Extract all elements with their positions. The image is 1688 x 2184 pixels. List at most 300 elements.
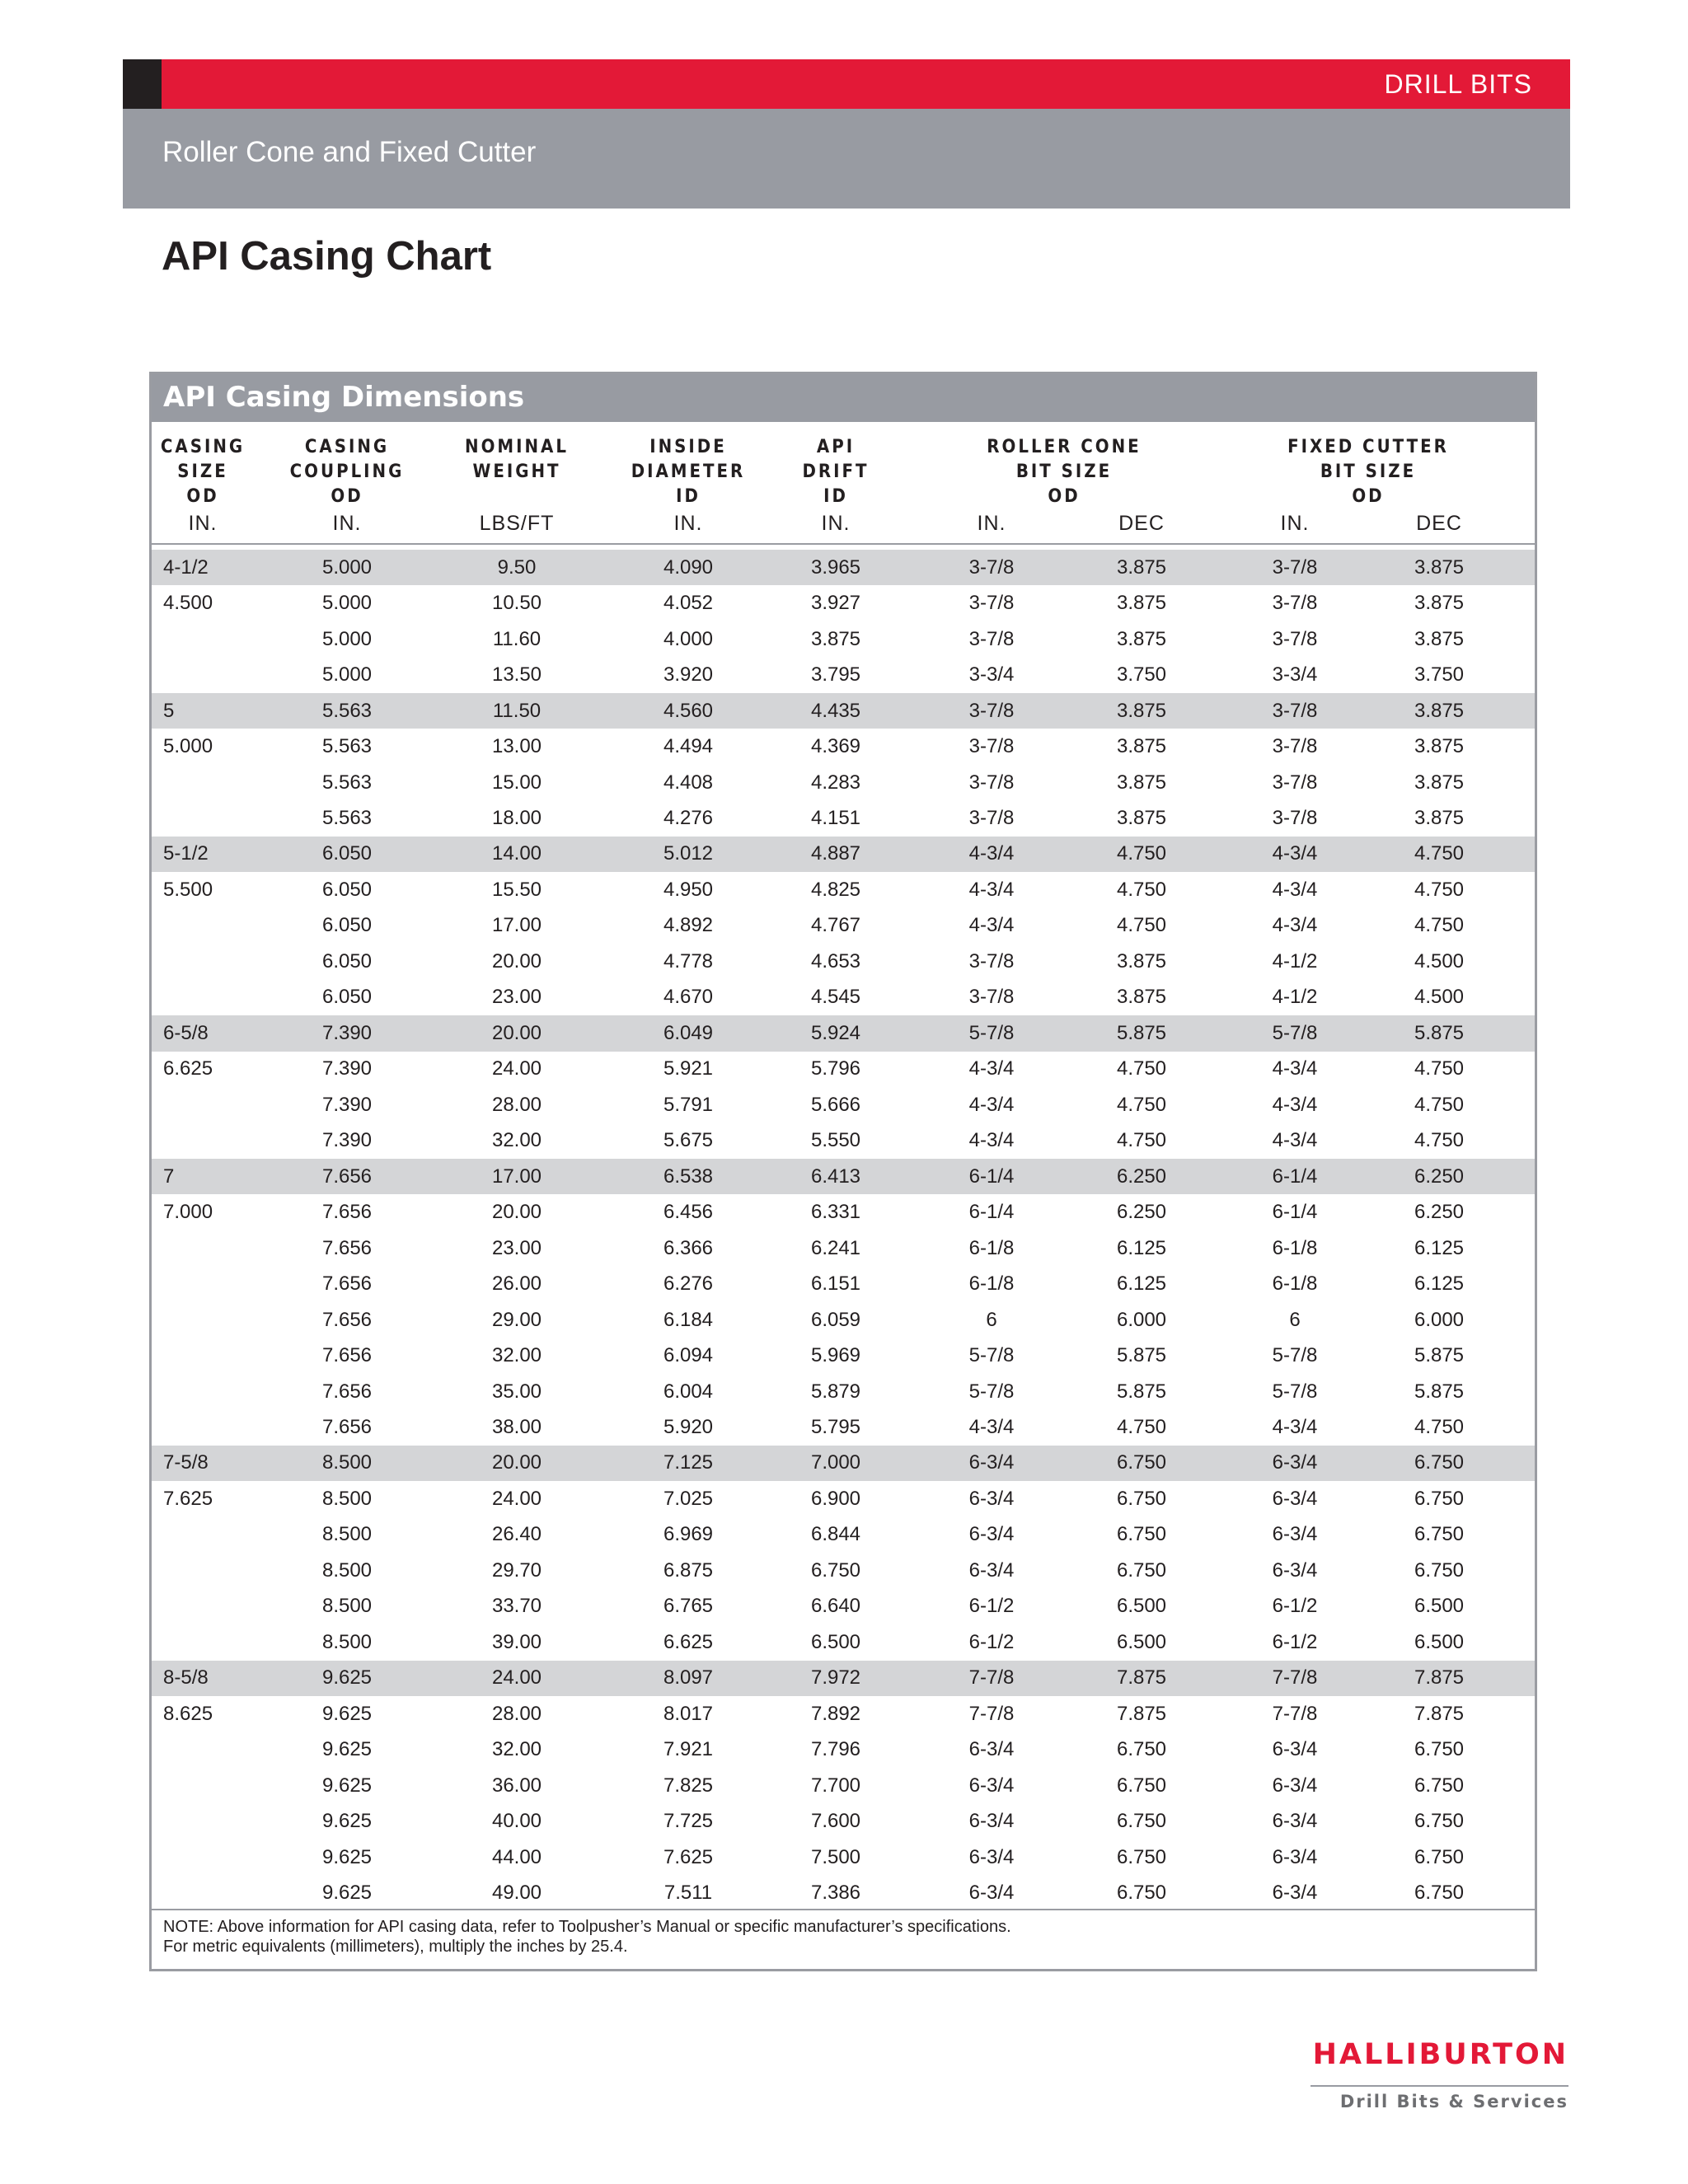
cell-roller-cone-dec: 4.750 bbox=[1116, 1415, 1167, 1438]
table-row bbox=[152, 1374, 1535, 1409]
cell-fixed-cutter-dec: 6.500 bbox=[1414, 1595, 1465, 1618]
cell-fixed-cutter-dec: 6.125 bbox=[1414, 1236, 1465, 1259]
cell-api-drift: 4.151 bbox=[810, 807, 861, 830]
table-row bbox=[152, 837, 1535, 872]
cell-inside-diameter: 4.778 bbox=[663, 949, 714, 972]
cell-coupling-od: 8.500 bbox=[321, 1451, 373, 1474]
cell-nominal-weight: 29.70 bbox=[491, 1558, 542, 1582]
table-row bbox=[152, 1446, 1535, 1481]
cell-coupling-od: 6.050 bbox=[321, 878, 373, 901]
cell-nominal-weight: 32.00 bbox=[491, 1129, 542, 1152]
cell-inside-diameter: 8.097 bbox=[663, 1666, 714, 1690]
cell-fixed-cutter-dec: 6.000 bbox=[1414, 1308, 1465, 1331]
cell-fixed-cutter-in: 4-3/4 bbox=[1272, 842, 1318, 865]
cell-fixed-cutter-dec: 6.250 bbox=[1414, 1201, 1465, 1224]
table-row bbox=[152, 872, 1535, 907]
cell-roller-cone-dec: 6.750 bbox=[1116, 1882, 1167, 1905]
cell-api-drift: 5.879 bbox=[810, 1380, 861, 1403]
cell-api-drift: 6.059 bbox=[810, 1308, 861, 1331]
table-row bbox=[152, 585, 1535, 621]
cell-fixed-cutter-dec: 5.875 bbox=[1414, 1021, 1465, 1044]
table-row bbox=[152, 1803, 1535, 1839]
cell-inside-diameter: 4.000 bbox=[663, 627, 714, 650]
cell-coupling-od: 7.390 bbox=[321, 1093, 373, 1116]
cell-fixed-cutter-in: 4-3/4 bbox=[1272, 878, 1318, 901]
col-head-api-drift: API DRIFT ID bbox=[802, 437, 870, 507]
cell-roller-cone-dec: 6.750 bbox=[1116, 1523, 1167, 1546]
cell-coupling-od: 8.500 bbox=[321, 1630, 373, 1653]
cell-api-drift: 7.386 bbox=[810, 1882, 861, 1905]
table-note bbox=[163, 1917, 1011, 1957]
cell-fixed-cutter-in: 4-1/2 bbox=[1272, 986, 1318, 1009]
cell-api-drift: 3.875 bbox=[810, 627, 861, 650]
cell-roller-cone-in: 3-7/8 bbox=[968, 807, 1015, 830]
cell-roller-cone-in: 3-7/8 bbox=[968, 986, 1015, 1009]
table-row bbox=[152, 1481, 1535, 1516]
table-row bbox=[152, 1302, 1535, 1338]
cell-nominal-weight: 28.00 bbox=[491, 1093, 542, 1116]
cell-fixed-cutter-in: 4-3/4 bbox=[1272, 914, 1318, 937]
note-line: NOTE: Above information for API casing data, refer to Toolpusher’s Manual or specific manufacturer’s specifications. bbox=[163, 1918, 1011, 1936]
cell-coupling-od: 9.625 bbox=[321, 1738, 373, 1761]
cell-api-drift: 6.640 bbox=[810, 1595, 861, 1618]
cell-fixed-cutter-in: 6-3/4 bbox=[1272, 1738, 1318, 1761]
cell-fixed-cutter-in: 4-3/4 bbox=[1272, 1129, 1318, 1152]
cell-inside-diameter: 7.125 bbox=[663, 1451, 714, 1474]
cell-inside-diameter: 5.920 bbox=[663, 1415, 714, 1438]
cell-fixed-cutter-dec: 3.875 bbox=[1414, 807, 1465, 830]
cell-roller-cone-in: 4-3/4 bbox=[968, 1057, 1015, 1080]
cell-coupling-od: 5.000 bbox=[321, 663, 373, 687]
cell-api-drift: 7.600 bbox=[810, 1810, 861, 1833]
cell-nominal-weight: 39.00 bbox=[491, 1630, 542, 1653]
cell-api-drift: 4.887 bbox=[810, 842, 861, 865]
cell-inside-diameter: 7.511 bbox=[663, 1882, 713, 1905]
cell-inside-diameter: 6.094 bbox=[663, 1344, 714, 1367]
cell-roller-cone-dec: 5.875 bbox=[1116, 1344, 1167, 1367]
cell-coupling-od: 9.625 bbox=[321, 1702, 373, 1725]
cell-inside-diameter: 3.920 bbox=[663, 663, 714, 687]
cell-inside-diameter: 5.675 bbox=[663, 1129, 714, 1152]
cell-roller-cone-dec: 6.125 bbox=[1116, 1236, 1167, 1259]
cell-inside-diameter: 5.012 bbox=[663, 842, 714, 865]
cell-casing-size: 4-1/2 bbox=[163, 555, 209, 579]
cell-nominal-weight: 13.00 bbox=[491, 735, 542, 758]
cell-nominal-weight: 17.00 bbox=[491, 1165, 542, 1188]
table-row bbox=[152, 1624, 1535, 1660]
cell-fixed-cutter-in: 3-7/8 bbox=[1272, 592, 1318, 615]
cell-api-drift: 5.550 bbox=[810, 1129, 861, 1152]
cell-fixed-cutter-dec: 3.750 bbox=[1414, 663, 1465, 687]
cell-nominal-weight: 20.00 bbox=[491, 1451, 542, 1474]
cell-api-drift: 4.369 bbox=[810, 735, 861, 758]
cell-roller-cone-dec: 3.875 bbox=[1116, 949, 1167, 972]
cell-api-drift: 3.927 bbox=[810, 592, 861, 615]
cell-inside-diameter: 6.456 bbox=[663, 1201, 714, 1224]
cell-roller-cone-dec: 7.875 bbox=[1116, 1702, 1167, 1725]
cell-nominal-weight: 38.00 bbox=[491, 1415, 542, 1438]
cell-fixed-cutter-dec: 6.500 bbox=[1414, 1630, 1465, 1653]
cell-nominal-weight: 23.00 bbox=[491, 986, 542, 1009]
cell-api-drift: 5.924 bbox=[810, 1021, 861, 1044]
cell-nominal-weight: 36.00 bbox=[491, 1774, 542, 1797]
halliburton-logo: HALLIBURTON bbox=[1312, 2038, 1568, 2071]
table-row bbox=[152, 1661, 1535, 1696]
cell-api-drift: 6.413 bbox=[810, 1165, 861, 1188]
cell-roller-cone-dec: 4.750 bbox=[1116, 878, 1167, 901]
cell-roller-cone-dec: 6.750 bbox=[1116, 1558, 1167, 1582]
cell-fixed-cutter-dec: 6.125 bbox=[1414, 1272, 1465, 1296]
cell-fixed-cutter-dec: 6.750 bbox=[1414, 1451, 1465, 1474]
cell-casing-size: 7-5/8 bbox=[163, 1451, 209, 1474]
cell-inside-diameter: 6.875 bbox=[663, 1558, 714, 1582]
cell-coupling-od: 5.563 bbox=[321, 807, 373, 830]
table-row bbox=[152, 1732, 1535, 1767]
cell-fixed-cutter-in: 3-3/4 bbox=[1272, 663, 1318, 687]
cell-roller-cone-in: 7-7/8 bbox=[968, 1666, 1015, 1690]
cell-fixed-cutter-dec: 4.750 bbox=[1414, 1093, 1465, 1116]
cell-roller-cone-in: 3-7/8 bbox=[968, 627, 1015, 650]
cell-roller-cone-dec: 5.875 bbox=[1116, 1380, 1167, 1403]
cell-roller-cone-in: 5-7/8 bbox=[968, 1021, 1015, 1044]
table-row bbox=[152, 944, 1535, 979]
cell-api-drift: 5.666 bbox=[810, 1093, 861, 1116]
table-row bbox=[152, 1123, 1535, 1159]
cell-api-drift: 6.900 bbox=[810, 1487, 861, 1510]
cell-casing-size: 6-5/8 bbox=[163, 1021, 209, 1044]
cell-fixed-cutter-in: 7-7/8 bbox=[1272, 1702, 1318, 1725]
cell-fixed-cutter-in: 6-1/4 bbox=[1272, 1201, 1318, 1224]
table-row bbox=[152, 1159, 1535, 1194]
unit-fixed-cutter-dec: DEC bbox=[1416, 512, 1462, 535]
col-head-inside-diameter: INSIDE DIAMETER ID bbox=[631, 437, 746, 507]
cell-fixed-cutter-in: 4-3/4 bbox=[1272, 1415, 1318, 1438]
cell-roller-cone-in: 6-3/4 bbox=[968, 1810, 1015, 1833]
cell-coupling-od: 8.500 bbox=[321, 1487, 373, 1510]
cell-api-drift: 7.892 bbox=[810, 1702, 861, 1725]
cell-api-drift: 6.844 bbox=[810, 1523, 861, 1546]
cell-coupling-od: 5.563 bbox=[321, 771, 373, 794]
cell-nominal-weight: 18.00 bbox=[491, 807, 542, 830]
cell-fixed-cutter-in: 7-7/8 bbox=[1272, 1666, 1318, 1690]
table-row bbox=[152, 1409, 1535, 1445]
cell-fixed-cutter-dec: 6.750 bbox=[1414, 1845, 1465, 1868]
cell-coupling-od: 7.656 bbox=[321, 1308, 373, 1331]
cell-fixed-cutter-dec: 4.500 bbox=[1414, 949, 1465, 972]
cell-casing-size: 5.500 bbox=[163, 878, 213, 901]
note-line: For metric equivalents (millimeters), multiply the inches by 25.4. bbox=[163, 1938, 628, 1956]
cell-fixed-cutter-dec: 4.750 bbox=[1414, 1129, 1465, 1152]
cell-casing-size: 4.500 bbox=[163, 592, 213, 615]
logo-divider bbox=[1311, 2085, 1568, 2087]
cell-nominal-weight: 15.00 bbox=[491, 771, 542, 794]
cell-fixed-cutter-in: 6-3/4 bbox=[1272, 1845, 1318, 1868]
table-row bbox=[152, 1696, 1535, 1732]
table-row bbox=[152, 980, 1535, 1015]
cell-nominal-weight: 32.00 bbox=[491, 1738, 542, 1761]
cell-coupling-od: 8.500 bbox=[321, 1558, 373, 1582]
unit-nominal-weight: LBS/FT bbox=[479, 512, 555, 535]
cell-fixed-cutter-dec: 6.750 bbox=[1414, 1882, 1465, 1905]
cell-fixed-cutter-in: 3-7/8 bbox=[1272, 735, 1318, 758]
cell-roller-cone-dec: 4.750 bbox=[1116, 1129, 1167, 1152]
cell-inside-diameter: 6.049 bbox=[663, 1021, 714, 1044]
cell-api-drift: 7.500 bbox=[810, 1845, 861, 1868]
cell-inside-diameter: 4.560 bbox=[663, 699, 714, 722]
cell-fixed-cutter-in: 6-1/2 bbox=[1272, 1630, 1318, 1653]
cell-fixed-cutter-dec: 6.750 bbox=[1414, 1738, 1465, 1761]
cell-roller-cone-dec: 4.750 bbox=[1116, 842, 1167, 865]
cell-api-drift: 6.500 bbox=[810, 1630, 861, 1653]
col-head-casing-size: CASING SIZE OD bbox=[160, 437, 246, 507]
cell-inside-diameter: 6.184 bbox=[663, 1308, 714, 1331]
cell-roller-cone-in: 3-3/4 bbox=[968, 663, 1015, 687]
cell-coupling-od: 5.000 bbox=[321, 592, 373, 615]
cell-fixed-cutter-in: 6-1/8 bbox=[1272, 1272, 1318, 1296]
cell-nominal-weight: 32.00 bbox=[491, 1344, 542, 1367]
cell-roller-cone-dec: 3.875 bbox=[1116, 592, 1167, 615]
cell-roller-cone-in: 6 bbox=[986, 1308, 997, 1331]
cell-api-drift: 4.767 bbox=[810, 914, 861, 937]
unit-casing-size: IN. bbox=[188, 512, 218, 535]
table-row bbox=[152, 765, 1535, 800]
cell-nominal-weight: 9.50 bbox=[497, 555, 537, 579]
cell-casing-size: 5-1/2 bbox=[163, 842, 209, 865]
logo-tagline: Drill Bits & Services bbox=[1339, 2092, 1568, 2111]
cell-fixed-cutter-dec: 4.750 bbox=[1414, 1415, 1465, 1438]
table-row bbox=[152, 1194, 1535, 1230]
table-row bbox=[152, 1875, 1535, 1910]
table-row bbox=[152, 1230, 1535, 1266]
cell-fixed-cutter-dec: 3.875 bbox=[1414, 771, 1465, 794]
cell-fixed-cutter-in: 6-3/4 bbox=[1272, 1810, 1318, 1833]
section-label: DRILL BITS bbox=[1384, 69, 1532, 99]
cell-coupling-od: 7.656 bbox=[321, 1344, 373, 1367]
cell-fixed-cutter-dec: 3.875 bbox=[1414, 555, 1465, 579]
cell-roller-cone-in: 6-3/4 bbox=[968, 1523, 1015, 1546]
cell-inside-diameter: 6.538 bbox=[663, 1165, 714, 1188]
cell-coupling-od: 5.000 bbox=[321, 555, 373, 579]
cell-inside-diameter: 5.791 bbox=[663, 1093, 714, 1116]
cell-casing-size: 8-5/8 bbox=[163, 1666, 209, 1690]
table-row bbox=[152, 1015, 1535, 1051]
cell-api-drift: 5.969 bbox=[810, 1344, 861, 1367]
cell-nominal-weight: 23.00 bbox=[491, 1236, 542, 1259]
cell-coupling-od: 6.050 bbox=[321, 986, 373, 1009]
cell-roller-cone-dec: 6.750 bbox=[1116, 1774, 1167, 1797]
cell-nominal-weight: 20.00 bbox=[491, 949, 542, 972]
cell-inside-diameter: 7.921 bbox=[663, 1738, 714, 1761]
cell-inside-diameter: 4.408 bbox=[663, 771, 714, 794]
cell-nominal-weight: 13.50 bbox=[491, 663, 542, 687]
cell-fixed-cutter-in: 6-1/2 bbox=[1272, 1595, 1318, 1618]
cell-coupling-od: 7.656 bbox=[321, 1165, 373, 1188]
cell-roller-cone-dec: 6.250 bbox=[1116, 1165, 1167, 1188]
cell-fixed-cutter-dec: 4.500 bbox=[1414, 986, 1465, 1009]
table-row bbox=[152, 1338, 1535, 1373]
cell-casing-size: 7.625 bbox=[163, 1487, 213, 1510]
unit-inside-diameter: IN. bbox=[673, 512, 703, 535]
cell-roller-cone-in: 4-3/4 bbox=[968, 1093, 1015, 1116]
cell-fixed-cutter-in: 3-7/8 bbox=[1272, 771, 1318, 794]
cell-api-drift: 6.750 bbox=[810, 1558, 861, 1582]
cell-coupling-od: 9.625 bbox=[321, 1810, 373, 1833]
cell-roller-cone-dec: 3.875 bbox=[1116, 555, 1167, 579]
casing-table bbox=[149, 372, 1537, 1971]
cell-inside-diameter: 5.921 bbox=[663, 1057, 714, 1080]
cell-roller-cone-in: 6-3/4 bbox=[968, 1882, 1015, 1905]
cell-api-drift: 7.796 bbox=[810, 1738, 861, 1761]
cell-fixed-cutter-in: 3-7/8 bbox=[1272, 699, 1318, 722]
cell-fixed-cutter-in: 6-1/8 bbox=[1272, 1236, 1318, 1259]
cell-inside-diameter: 4.276 bbox=[663, 807, 714, 830]
cell-coupling-od: 8.500 bbox=[321, 1595, 373, 1618]
cell-nominal-weight: 40.00 bbox=[491, 1810, 542, 1833]
cell-fixed-cutter-in: 6-3/4 bbox=[1272, 1487, 1318, 1510]
cell-fixed-cutter-dec: 6.750 bbox=[1414, 1558, 1465, 1582]
cell-fixed-cutter-in: 6-3/4 bbox=[1272, 1558, 1318, 1582]
cell-inside-diameter: 6.625 bbox=[663, 1630, 714, 1653]
cell-roller-cone-dec: 6.750 bbox=[1116, 1845, 1167, 1868]
cell-roller-cone-in: 4-3/4 bbox=[968, 914, 1015, 937]
cell-coupling-od: 5.000 bbox=[321, 627, 373, 650]
cell-coupling-od: 7.656 bbox=[321, 1415, 373, 1438]
cell-roller-cone-in: 6-1/8 bbox=[968, 1272, 1015, 1296]
table-row bbox=[152, 908, 1535, 944]
cell-nominal-weight: 49.00 bbox=[491, 1882, 542, 1905]
cell-nominal-weight: 11.60 bbox=[492, 627, 542, 650]
cell-inside-diameter: 4.052 bbox=[663, 592, 714, 615]
cell-roller-cone-in: 6-1/2 bbox=[968, 1630, 1015, 1653]
col-head-nominal-weight: NOMINAL WEIGHT bbox=[465, 437, 569, 482]
cell-roller-cone-dec: 6.500 bbox=[1116, 1595, 1167, 1618]
cell-coupling-od: 7.656 bbox=[321, 1236, 373, 1259]
cell-roller-cone-dec: 4.750 bbox=[1116, 1093, 1167, 1116]
cell-casing-size: 8.625 bbox=[163, 1702, 213, 1725]
cell-api-drift: 7.000 bbox=[810, 1451, 861, 1474]
cell-inside-diameter: 7.725 bbox=[663, 1810, 714, 1833]
cell-roller-cone-in: 6-3/4 bbox=[968, 1451, 1015, 1474]
cell-fixed-cutter-dec: 4.750 bbox=[1414, 878, 1465, 901]
table-row bbox=[152, 1052, 1535, 1087]
cell-coupling-od: 6.050 bbox=[321, 949, 373, 972]
cell-coupling-od: 7.656 bbox=[321, 1380, 373, 1403]
cell-roller-cone-in: 6-1/2 bbox=[968, 1595, 1015, 1618]
cell-roller-cone-dec: 6.750 bbox=[1116, 1451, 1167, 1474]
table-row bbox=[152, 1553, 1535, 1588]
cell-fixed-cutter-dec: 7.875 bbox=[1414, 1702, 1465, 1725]
cell-roller-cone-in: 6-1/4 bbox=[968, 1165, 1015, 1188]
table-row bbox=[152, 800, 1535, 836]
cell-roller-cone-in: 4-3/4 bbox=[968, 878, 1015, 901]
cell-roller-cone-dec: 6.750 bbox=[1116, 1487, 1167, 1510]
cell-roller-cone-dec: 6.750 bbox=[1116, 1810, 1167, 1833]
cell-nominal-weight: 35.00 bbox=[491, 1380, 542, 1403]
cell-api-drift: 4.545 bbox=[810, 986, 861, 1009]
table-row bbox=[152, 621, 1535, 657]
cell-roller-cone-dec: 6.500 bbox=[1116, 1630, 1167, 1653]
cell-roller-cone-dec: 4.750 bbox=[1116, 914, 1167, 937]
cell-coupling-od: 7.656 bbox=[321, 1272, 373, 1296]
cell-nominal-weight: 44.00 bbox=[491, 1845, 542, 1868]
cell-casing-size: 6.625 bbox=[163, 1057, 213, 1080]
cell-fixed-cutter-in: 3-7/8 bbox=[1272, 807, 1318, 830]
cell-fixed-cutter-in: 4-3/4 bbox=[1272, 1057, 1318, 1080]
table-body bbox=[152, 550, 1535, 1911]
cell-inside-diameter: 4.950 bbox=[663, 878, 714, 901]
cell-inside-diameter: 7.025 bbox=[663, 1487, 714, 1510]
cell-inside-diameter: 4.090 bbox=[663, 555, 714, 579]
cell-roller-cone-dec: 4.750 bbox=[1116, 1057, 1167, 1080]
cell-nominal-weight: 28.00 bbox=[491, 1702, 542, 1725]
cell-roller-cone-in: 7-7/8 bbox=[968, 1702, 1015, 1725]
cell-fixed-cutter-dec: 5.875 bbox=[1414, 1380, 1465, 1403]
cell-nominal-weight: 24.00 bbox=[491, 1666, 542, 1690]
cell-casing-size: 5.000 bbox=[163, 735, 213, 758]
cell-fixed-cutter-in: 6-3/4 bbox=[1272, 1774, 1318, 1797]
cell-coupling-od: 6.050 bbox=[321, 842, 373, 865]
cell-roller-cone-in: 3-7/8 bbox=[968, 771, 1015, 794]
cell-casing-size: 7 bbox=[163, 1165, 175, 1188]
col-head-casing-coupling: CASING COUPLING OD bbox=[289, 437, 405, 507]
cell-roller-cone-dec: 3.750 bbox=[1116, 663, 1167, 687]
cell-coupling-od: 7.390 bbox=[321, 1021, 373, 1044]
cell-roller-cone-dec: 6.250 bbox=[1116, 1201, 1167, 1224]
header-red-bar bbox=[123, 59, 1570, 109]
cell-api-drift: 3.795 bbox=[810, 663, 861, 687]
cell-api-drift: 7.700 bbox=[810, 1774, 861, 1797]
cell-roller-cone-dec: 3.875 bbox=[1116, 699, 1167, 722]
cell-roller-cone-in: 3-7/8 bbox=[968, 555, 1015, 579]
cell-fixed-cutter-in: 3-7/8 bbox=[1272, 627, 1318, 650]
cell-fixed-cutter-dec: 7.875 bbox=[1414, 1666, 1465, 1690]
cell-api-drift: 3.965 bbox=[810, 555, 861, 579]
cell-roller-cone-dec: 5.875 bbox=[1116, 1021, 1167, 1044]
cell-inside-diameter: 4.494 bbox=[663, 735, 714, 758]
cell-fixed-cutter-in: 4-1/2 bbox=[1272, 949, 1318, 972]
cell-inside-diameter: 4.670 bbox=[663, 986, 714, 1009]
cell-roller-cone-in: 6-3/4 bbox=[968, 1738, 1015, 1761]
cell-fixed-cutter-dec: 3.875 bbox=[1414, 699, 1465, 722]
cell-fixed-cutter-in: 4-3/4 bbox=[1272, 1093, 1318, 1116]
cell-nominal-weight: 15.50 bbox=[491, 878, 542, 901]
cell-roller-cone-dec: 6.125 bbox=[1116, 1272, 1167, 1296]
unit-roller-cone-in: IN. bbox=[977, 512, 1006, 535]
unit-api-drift: IN. bbox=[821, 512, 851, 535]
cell-roller-cone-dec: 7.875 bbox=[1116, 1666, 1167, 1690]
cell-roller-cone-in: 6-3/4 bbox=[968, 1845, 1015, 1868]
cell-coupling-od: 5.563 bbox=[321, 735, 373, 758]
cell-fixed-cutter-in: 6-3/4 bbox=[1272, 1882, 1318, 1905]
cell-fixed-cutter-in: 6 bbox=[1289, 1308, 1301, 1331]
cell-roller-cone-dec: 6.750 bbox=[1116, 1738, 1167, 1761]
table-row bbox=[152, 693, 1535, 729]
cell-coupling-od: 9.625 bbox=[321, 1774, 373, 1797]
cell-nominal-weight: 26.00 bbox=[491, 1272, 542, 1296]
cell-casing-size: 7.000 bbox=[163, 1201, 213, 1224]
cell-roller-cone-in: 6-3/4 bbox=[968, 1487, 1015, 1510]
table-row bbox=[152, 1087, 1535, 1122]
cell-nominal-weight: 11.50 bbox=[492, 699, 542, 722]
cell-coupling-od: 9.625 bbox=[321, 1845, 373, 1868]
cell-api-drift: 6.331 bbox=[810, 1201, 861, 1224]
cell-casing-size: 5 bbox=[163, 699, 175, 722]
cell-fixed-cutter-dec: 6.750 bbox=[1414, 1487, 1465, 1510]
cell-fixed-cutter-dec: 4.750 bbox=[1414, 842, 1465, 865]
cell-fixed-cutter-in: 6-3/4 bbox=[1272, 1451, 1318, 1474]
cell-api-drift: 7.972 bbox=[810, 1666, 861, 1690]
cell-fixed-cutter-dec: 3.875 bbox=[1414, 592, 1465, 615]
